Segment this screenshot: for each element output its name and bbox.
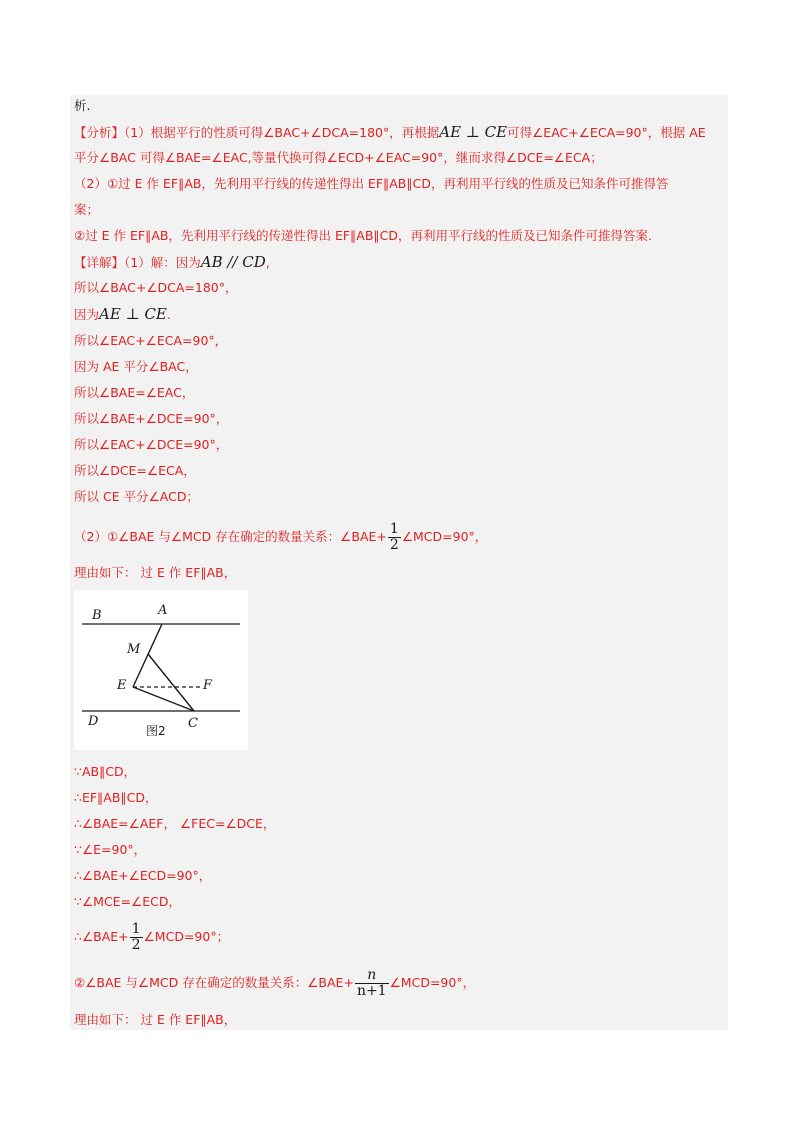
- fraction-denominator: 2: [389, 537, 399, 553]
- analysis-tag: 【分析】: [74, 125, 125, 140]
- text-segment: ∴∠BAE+: [74, 929, 129, 944]
- text-line: 所以∠EAC+∠DCE=90°，: [74, 437, 229, 452]
- text-line: 平分∠BAC 可得∠BAE=∠EAC,等量代换可得∠ECD+∠EAC=90°，继而求得∠DCE=∠ECA；: [74, 150, 603, 165]
- text-line: （2）①过 E 作 EF∥AB，先利用平行线的传递性得出 EF∥AB∥CD，再利用平行线的性质及已知条件可推得答: [74, 176, 669, 191]
- text-segment: （2）①∠BAE 与∠MCD 存在确定的数量关系：∠BAE+: [74, 529, 387, 544]
- text-line: 所以∠BAC+∠DCA=180°，: [74, 280, 238, 295]
- text-line: ∵∠MCE=∠ECD，: [74, 894, 182, 909]
- analysis-line: [74, 124, 706, 141]
- text-line: [74, 306, 171, 323]
- detail-line: [74, 254, 270, 271]
- fraction-numerator: n: [355, 968, 389, 984]
- label-c: C: [188, 716, 198, 731]
- text-segment: ②∠BAE 与∠MCD 存在确定的数量关系：∠BAE+: [74, 975, 354, 990]
- text-line: 理由如下： 过 E 作 EF∥AB，: [74, 1012, 237, 1027]
- math-expression: AE ⊥ CE: [99, 305, 167, 323]
- label-d: D: [88, 714, 99, 729]
- text-line: ∴∠BAE=∠AEF， ∠FEC=∠DCE，: [74, 816, 276, 831]
- text-line: ∴EF∥AB∥CD，: [74, 790, 158, 805]
- text-segment: ∠MCD=90°，: [401, 529, 488, 544]
- text-line: 理由如下： 过 E 作 EF∥AB，: [74, 565, 237, 580]
- text-line: 所以∠BAE=∠EAC，: [74, 385, 195, 400]
- figure-caption: 图2: [146, 724, 166, 738]
- text-line: 所以∠DCE=∠ECA，: [74, 463, 196, 478]
- text-segment: 因为: [74, 307, 100, 322]
- text-line: 析.: [74, 98, 91, 113]
- text-line: 所以 CE 平分∠ACD；: [74, 489, 199, 504]
- text-line: 案；: [74, 202, 100, 217]
- relation-line-2: [74, 968, 475, 999]
- text-line: 所以∠BAE+∠DCE=90°，: [74, 411, 229, 426]
- label-a: A: [158, 603, 168, 618]
- text-segment: （1）解：因为: [124, 255, 201, 270]
- text-segment: ∠MCD=90°；: [143, 929, 230, 944]
- text-segment: （1）根据平行的性质可得∠BAC+∠DCA=180°，再根据: [124, 125, 440, 140]
- text-line: ∵AB∥CD，: [74, 764, 137, 779]
- fraction-denominator: 2: [131, 937, 141, 953]
- label-m: M: [127, 642, 141, 657]
- text-line: ②过 E 作 EF∥AB，先利用平行线的传递性得出 EF∥AB∥CD，再利用平行线的性质及已知条件可推得答案.: [74, 228, 653, 243]
- geometry-figure: [74, 590, 248, 750]
- text-line: ∵∠E=90°，: [74, 842, 147, 857]
- label-b: B: [92, 608, 102, 623]
- fraction: [355, 968, 389, 999]
- fraction-numerator: 1: [131, 921, 141, 937]
- text-line: ∴∠BAE+∠ECD=90°，: [74, 868, 212, 883]
- text-line: 所以∠EAC+∠ECA=90°，: [74, 333, 228, 348]
- fraction: [130, 922, 143, 953]
- text-segment: ∠MCD=90°，: [389, 975, 476, 990]
- math-expression: AB // CD: [200, 253, 266, 271]
- fraction-denominator: n+1: [356, 983, 387, 999]
- conclusion-line: [74, 922, 229, 953]
- text-segment: 可得∠EAC+∠ECA=90°，根据 AE: [507, 125, 706, 140]
- detail-tag: 【详解】: [74, 255, 125, 270]
- text-line: 因为 AE 平分∠BAC，: [74, 359, 198, 374]
- figure-svg: [74, 590, 248, 750]
- label-e: E: [117, 678, 127, 693]
- label-f: F: [203, 678, 213, 693]
- fraction-numerator: 1: [389, 521, 399, 537]
- fraction: [388, 522, 401, 553]
- text-segment: ,: [265, 255, 270, 270]
- relation-line-1: [74, 522, 487, 553]
- text-segment: .: [166, 307, 171, 322]
- math-expression: AE ⊥ CE: [439, 123, 508, 141]
